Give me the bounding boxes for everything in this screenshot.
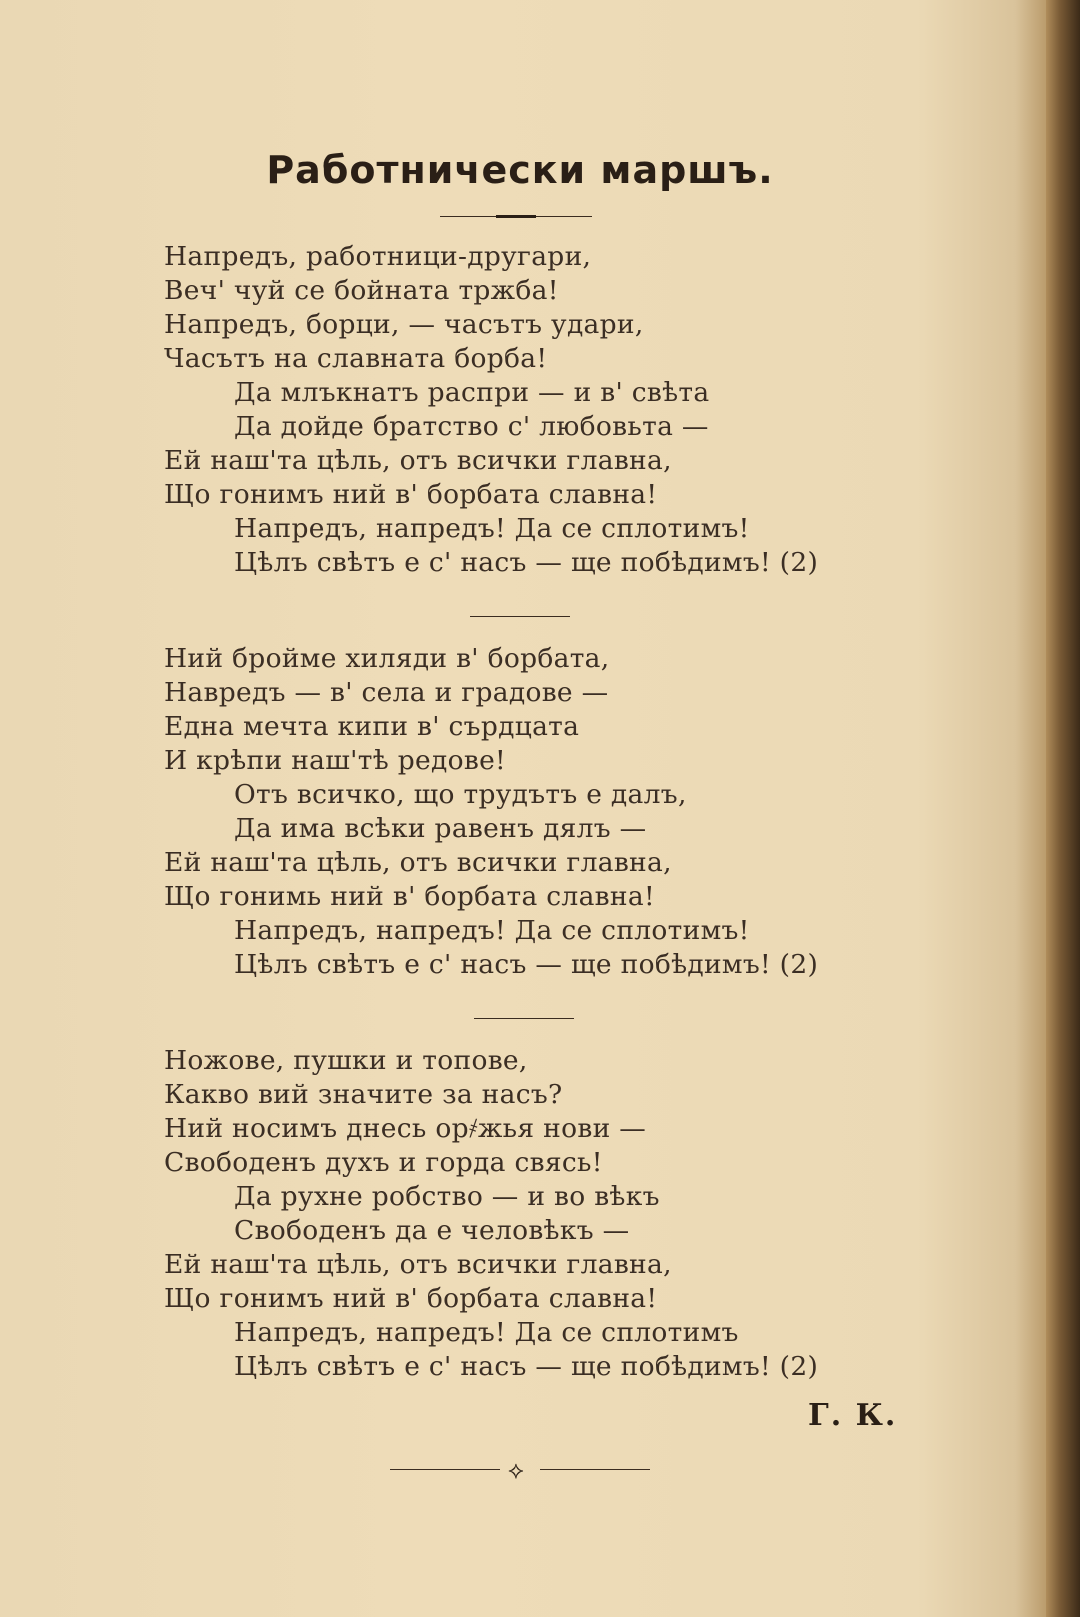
verse-line: Цѣлъ свѣтъ е с' насъ — ще побѣдимъ! (2)	[234, 547, 819, 578]
verse-line: Какво вий значите за насъ?	[164, 1079, 563, 1110]
verse-line: Свободенъ духъ и горда свясь!	[164, 1147, 603, 1178]
verse-line: Една мечта кипи в' сърдцата	[164, 711, 580, 742]
verse-line: Отъ всичко, що трудътъ е далъ,	[234, 779, 687, 810]
stanza-3	[164, 1044, 964, 1384]
verse-line: Да има всѣки равенъ дялъ —	[234, 813, 647, 844]
verse-line: Свободенъ да е человѣкъ —	[234, 1215, 630, 1246]
verse-line: Напредъ, работници-другари,	[164, 241, 592, 272]
ornament-glyph-icon: ⟡	[508, 1456, 524, 1484]
stanza-1	[164, 240, 964, 580]
verse-line: Що гонимъ ний в' борбата славна!	[164, 1283, 658, 1314]
poem-title: Работнически маршъ.	[266, 148, 774, 192]
verse-line: Ний носимъ днесь ор҂жья нови —	[164, 1113, 647, 1144]
verse-line: Навредъ — в' села и градове —	[164, 677, 609, 708]
page-spine-shadow	[1046, 0, 1080, 1617]
verse-line: Цѣлъ свѣтъ е с' насъ — ще побѣдимъ! (2)	[234, 1351, 819, 1382]
verse-line: Ножове, пушки и топове,	[164, 1045, 528, 1076]
verse-line: Ей наш'та цѣль, отъ всички главна,	[164, 445, 672, 476]
verse-line: Напредъ, напредъ! Да се сплотимъ!	[234, 915, 750, 946]
verse-line: Що гонимь ний в' борбата славна!	[164, 881, 655, 912]
verse-line: Що гонимъ ний в' борбата славна!	[164, 479, 658, 510]
stanza-divider	[474, 1018, 574, 1019]
verse-line: Напредъ, напредъ! Да се сплотимъ	[234, 1317, 739, 1348]
stanza-divider	[470, 616, 570, 617]
verse-line: И крѣпи наш'тѣ редове!	[164, 745, 507, 776]
verse-line: Да дойде братство с' любовьта —	[234, 411, 709, 442]
verse-line: Ей наш'та цѣль, отъ всички главна,	[164, 1249, 672, 1280]
end-ornament	[390, 1455, 650, 1485]
verse-line: Ний бройме хиляди в' борбата,	[164, 643, 610, 674]
stanza-2	[164, 642, 964, 982]
verse-line: Да рухне робство — и во вѣкъ	[234, 1181, 660, 1212]
verse-line: Напредъ, борци, — часътъ удари,	[164, 309, 644, 340]
verse-line: Напредъ, напредъ! Да се сплотимъ!	[234, 513, 750, 544]
verse-line: Ей наш'та цѣль, отъ всички главна,	[164, 847, 672, 878]
verse-line: Часътъ на славната борба!	[164, 343, 548, 374]
verse-line: Да млъкнатъ распри — и в' свѣта	[234, 377, 710, 408]
verse-line: Веч' чуй се бойната тржба!	[164, 275, 559, 306]
author-initials: Г. К.	[808, 1398, 898, 1433]
verse-line: Цѣлъ свѣтъ е с' насъ — ще побѣдимъ! (2)	[234, 949, 819, 980]
